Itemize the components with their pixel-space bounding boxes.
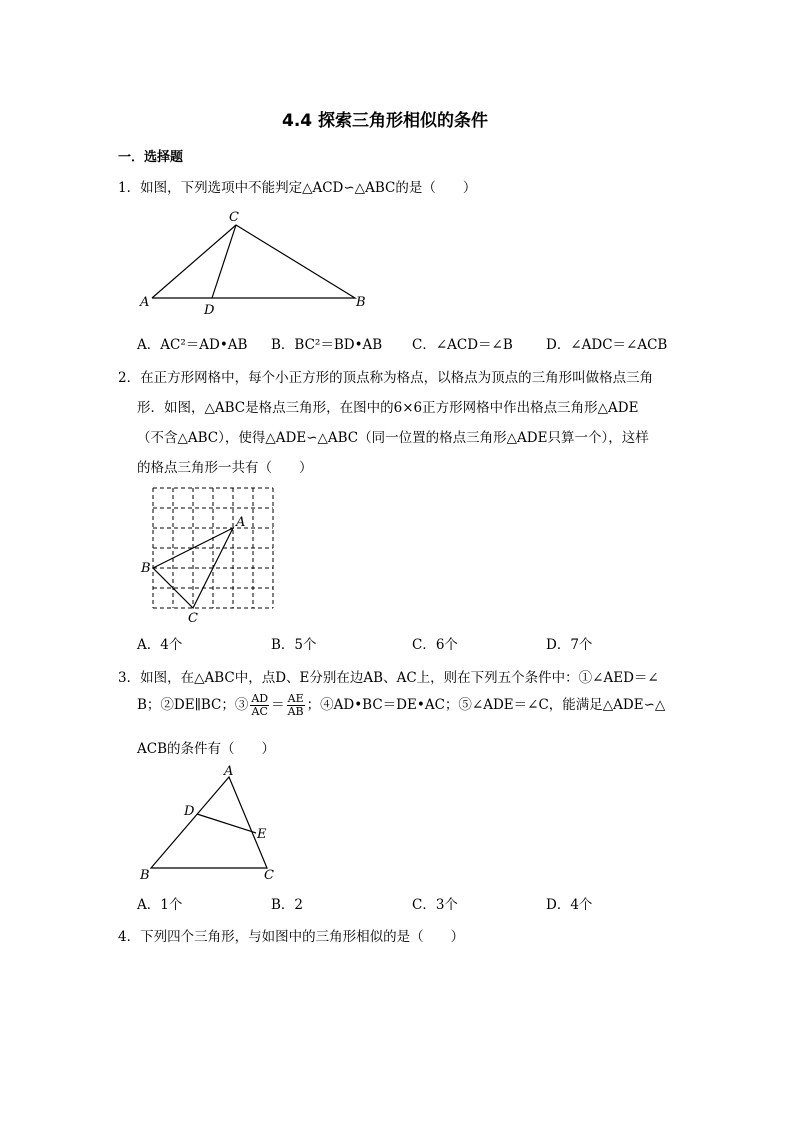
question-1-text: 1．如图，下列选项中不能判定△ACD∽△ABC的是（ ） [118, 180, 477, 196]
q2-option-d[interactable]: D．7个 [546, 637, 593, 653]
fraction-ad-ac: $\frac{AD}{AC}$ [251, 692, 269, 718]
question-1-figure [130, 205, 380, 320]
question-2-line-4: 的格点三角形一共有（ ） [137, 460, 313, 476]
grid-label-b: B [141, 561, 151, 576]
question-2-grid-figure [136, 484, 281, 624]
grid-label-a: A [236, 515, 246, 530]
label-a: A [140, 295, 150, 310]
q3-option-c[interactable]: C．3个 [412, 897, 458, 913]
question-4-text: 4．下列四个三角形，与如图中的三角形相似的是（ ） [118, 929, 465, 945]
q3-option-d[interactable]: D．4个 [546, 897, 593, 913]
q3-equals: ＝ [271, 697, 285, 713]
q1-option-a[interactable]: A．AC²＝AD•AB [137, 337, 248, 353]
q3-label-d: D [184, 804, 195, 819]
grid-lines [153, 488, 273, 608]
q3-label-c: C [264, 868, 274, 883]
q1-option-d[interactable]: D．∠ADC＝∠ACB [546, 337, 668, 353]
question-3-line-3: ACB的条件有（ ） [137, 741, 275, 757]
question-2-line-2: 形．如图，△ABC是格点三角形，在图中的6×6正方形网格中作出格点三角形△ADE [137, 400, 639, 416]
grid-label-c: C [188, 611, 198, 624]
q2-option-c[interactable]: C．6个 [412, 637, 458, 653]
label-b: B [356, 295, 366, 310]
triangle-abc [152, 225, 355, 298]
q3-line2-post: ；④AD•BC＝DE•AC；⑤∠ADE＝∠C，能满足△ADE∽△ [306, 697, 666, 713]
q1-option-b[interactable]: B．BC²＝BD•AB [271, 337, 383, 353]
question-2-line-3: （不含△ABC），使得△ADE∽△ABC（同一位置的格点三角形△ADE只算一个），这样 [137, 430, 649, 446]
q3-label-e: E [257, 827, 267, 842]
triangle-abc-q3 [151, 777, 267, 868]
section-heading: 一．选择题 [118, 150, 184, 165]
q3-option-a[interactable]: A．1个 [137, 897, 183, 913]
question-3-line-2 [137, 693, 665, 718]
q2-option-b[interactable]: B．5个 [271, 637, 317, 653]
question-3-figure [136, 763, 286, 883]
q3-label-a: A [224, 764, 234, 779]
label-c: C [229, 210, 239, 225]
fraction-ae-ab: $\frac{AE}{AB}$ [287, 692, 304, 718]
question-2-line-1: 2．在正方形网格中，每个小正方形的顶点称为格点，以格点为顶点的三角形叫做格点三角 [118, 370, 654, 386]
page-title: 4.4 探索三角形相似的条件 [282, 111, 489, 131]
q3-line2-pre: B；②DE∥BC；③ [137, 697, 249, 713]
question-3-line-1: 3．如图，在△ABC中，点D、E分别在边AB、AC上，则在下列五个条件中：①∠AED＝∠ [118, 670, 659, 686]
q2-option-a[interactable]: A．4个 [137, 637, 183, 653]
label-d: D [204, 303, 215, 318]
q3-label-b: B [140, 868, 150, 883]
q1-option-c[interactable]: C．∠ACD＝∠B [412, 337, 513, 353]
segment-de [197, 814, 256, 833]
q3-option-b[interactable]: B．2 [271, 897, 304, 913]
